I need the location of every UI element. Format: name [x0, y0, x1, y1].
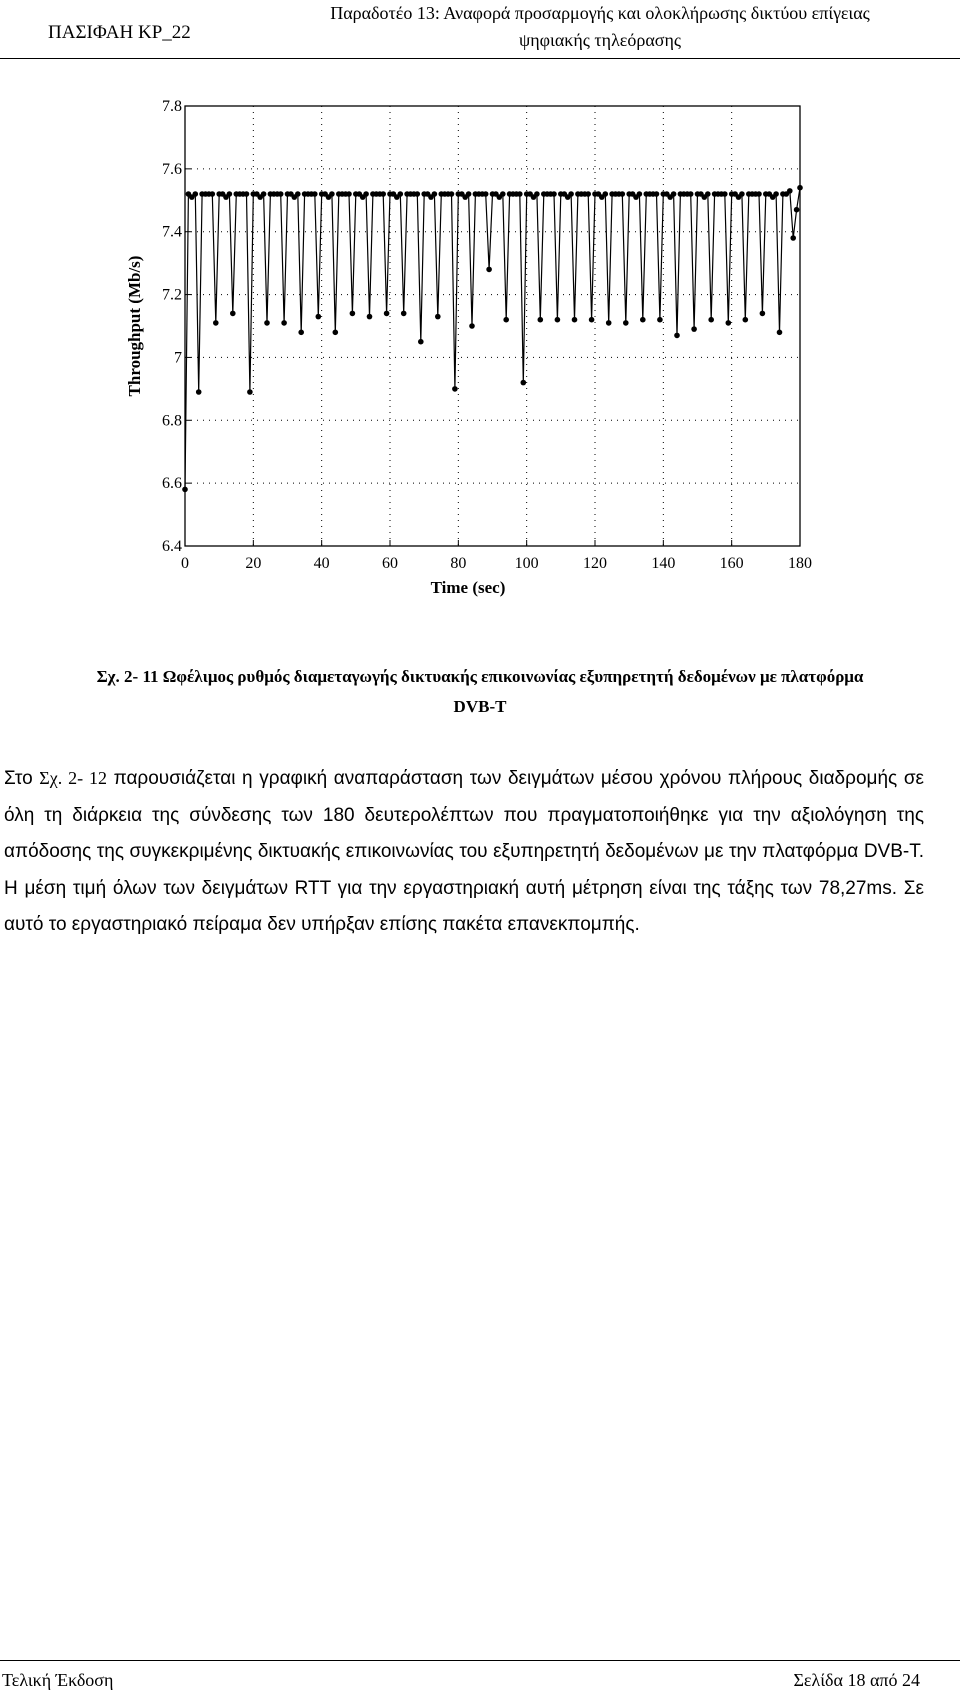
x-tick-label: 180 — [788, 555, 812, 572]
x-tick-label: 20 — [245, 555, 262, 572]
data-point — [486, 267, 492, 273]
y-tick-label: 6.8 — [162, 412, 182, 430]
data-point — [674, 333, 680, 339]
series-path — [185, 188, 800, 490]
data-point — [196, 389, 202, 395]
data-point — [350, 311, 356, 317]
data-point — [743, 317, 749, 323]
paragraph-prefix: Στο — [4, 768, 33, 789]
data-point — [346, 191, 352, 197]
y-tick-label: 7.4 — [162, 223, 182, 241]
grid-lines — [185, 106, 800, 546]
data-point — [657, 317, 663, 323]
x-tick-label: 140 — [651, 555, 676, 572]
y-axis-label: Throughput (Mb/s) — [125, 255, 144, 397]
data-point — [503, 317, 509, 323]
data-point — [726, 320, 732, 326]
data-point — [739, 191, 745, 197]
data-point — [278, 191, 284, 197]
data-point — [797, 185, 803, 191]
figure-reference: Σχ. 2- 12 — [39, 768, 107, 788]
data-point — [316, 314, 322, 320]
body-paragraph — [4, 760, 924, 944]
data-point — [452, 386, 458, 392]
data-point — [418, 339, 424, 345]
caption-line1: Σχ. 2- 11 Ωφέλιμος ρυθμός διαμεταγωγής δικτυακής επικοινωνίας εξυπηρετητή δεδομένων με πλατφόρμα — [96, 667, 864, 686]
data-point — [585, 191, 591, 197]
data-point — [398, 191, 404, 197]
data-point — [230, 311, 236, 317]
x-tick-label: 80 — [450, 555, 467, 572]
data-point — [367, 314, 373, 320]
caption-line2: DVB-T — [453, 697, 507, 716]
y-tick-label: 7.8 — [162, 98, 182, 115]
data-point — [777, 330, 783, 336]
data-point — [264, 320, 270, 326]
data-point — [244, 191, 250, 197]
header-project-code: ΠΑΣΙΦΑΗ ΚΡ_22 — [48, 22, 191, 43]
data-point — [363, 191, 369, 197]
data-point — [671, 191, 677, 197]
data-point — [760, 311, 766, 317]
throughput-chart — [120, 88, 840, 648]
data-point — [312, 191, 318, 197]
y-tick-label: 6.4 — [162, 538, 182, 555]
x-axis-label: Time (sec) — [430, 578, 506, 597]
data-point — [432, 191, 438, 197]
data-point — [637, 191, 643, 197]
y-tick-label: 7 — [174, 349, 182, 367]
data-point — [295, 191, 301, 197]
data-point — [589, 317, 595, 323]
data-point — [538, 317, 544, 323]
data-point — [517, 191, 523, 197]
data-point — [790, 235, 796, 241]
data-point — [688, 191, 694, 197]
data-point — [384, 311, 390, 317]
data-point — [722, 191, 728, 197]
data-point — [483, 191, 489, 197]
data-point — [500, 191, 506, 197]
plot-frame — [185, 106, 800, 546]
chart-svg — [120, 88, 840, 648]
axis-ticks — [162, 98, 812, 572]
data-point — [521, 380, 527, 386]
data-point — [261, 191, 267, 197]
data-point — [182, 487, 188, 493]
figure-caption — [0, 662, 960, 722]
data-point — [227, 191, 233, 197]
data-points — [182, 185, 803, 492]
footer-divider — [0, 1660, 960, 1661]
footer-version: Τελική Έκδοση — [2, 1670, 114, 1690]
data-point — [534, 191, 540, 197]
data-point — [623, 320, 629, 326]
data-point — [380, 191, 386, 197]
data-point — [298, 330, 304, 336]
data-point — [551, 191, 557, 197]
x-tick-label: 120 — [583, 555, 607, 572]
data-point — [654, 191, 660, 197]
data-point — [787, 188, 793, 194]
x-tick-label: 160 — [719, 555, 744, 572]
header-divider — [0, 58, 960, 59]
y-tick-label: 6.6 — [162, 475, 182, 493]
data-point — [449, 191, 455, 197]
data-point — [691, 326, 697, 332]
data-point — [572, 317, 578, 323]
header-title-line2: ψηφιακής τηλεόρασης — [518, 30, 682, 50]
paragraph-text: παρουσιάζεται η γραφική αναπαράσταση των δειγμάτων μέσου χρόνου πλήρους διαδρομής σε όλη τη διάρκεια της σύνδεσης των 180 δευτερολέπτων που πραγματοποιήθηκε για την αξιολόγηση της απόδοσης της συγκεκριμένης δικτυακής επικοινωνίας του εξυπηρετητή δεδομένων με την πλατφόρμα DVB-T. Η μέση τιμή όλων των δειγμάτων RTT για την εργαστηριακή αυτή μέτρηση είναι της τάξης των 78,27ms. Σε αυτό το εργαστηριακό πείραμα δεν υπήρξαν επίσης πακέτα επανεκπομπής. — [4, 768, 925, 935]
y-tick-label: 7.6 — [162, 160, 182, 178]
data-point — [281, 320, 287, 326]
data-point — [705, 191, 711, 197]
data-point — [247, 389, 253, 395]
data-point — [794, 207, 800, 213]
x-tick-label: 100 — [514, 555, 539, 572]
data-point — [435, 314, 441, 320]
data-point — [469, 323, 475, 329]
data-point — [415, 191, 421, 197]
data-point — [773, 191, 779, 197]
data-point — [466, 191, 472, 197]
data-point — [606, 320, 612, 326]
data-point — [193, 191, 199, 197]
data-point — [213, 320, 219, 326]
header-title-line1: Παραδοτέο 13: Αναφορά προσαρμογής και ολοκλήρωσης δικτύου επίγειας — [330, 3, 870, 23]
data-point — [329, 191, 335, 197]
data-point — [333, 330, 339, 336]
data-point — [756, 191, 762, 197]
y-tick-label: 7.2 — [162, 286, 182, 304]
x-tick-label: 60 — [382, 555, 398, 572]
data-point — [620, 191, 626, 197]
header-document-title — [280, 0, 920, 54]
data-point — [210, 191, 216, 197]
data-point — [555, 317, 561, 323]
data-point — [568, 191, 574, 197]
data-point — [603, 191, 609, 197]
data-point — [401, 311, 407, 317]
data-point — [708, 317, 714, 323]
footer-page-number: Σελίδα 18 από 24 — [793, 1670, 920, 1690]
data-point — [640, 317, 646, 323]
x-tick-label: 0 — [181, 555, 189, 572]
series-line — [185, 188, 800, 490]
x-tick-label: 40 — [313, 555, 330, 572]
